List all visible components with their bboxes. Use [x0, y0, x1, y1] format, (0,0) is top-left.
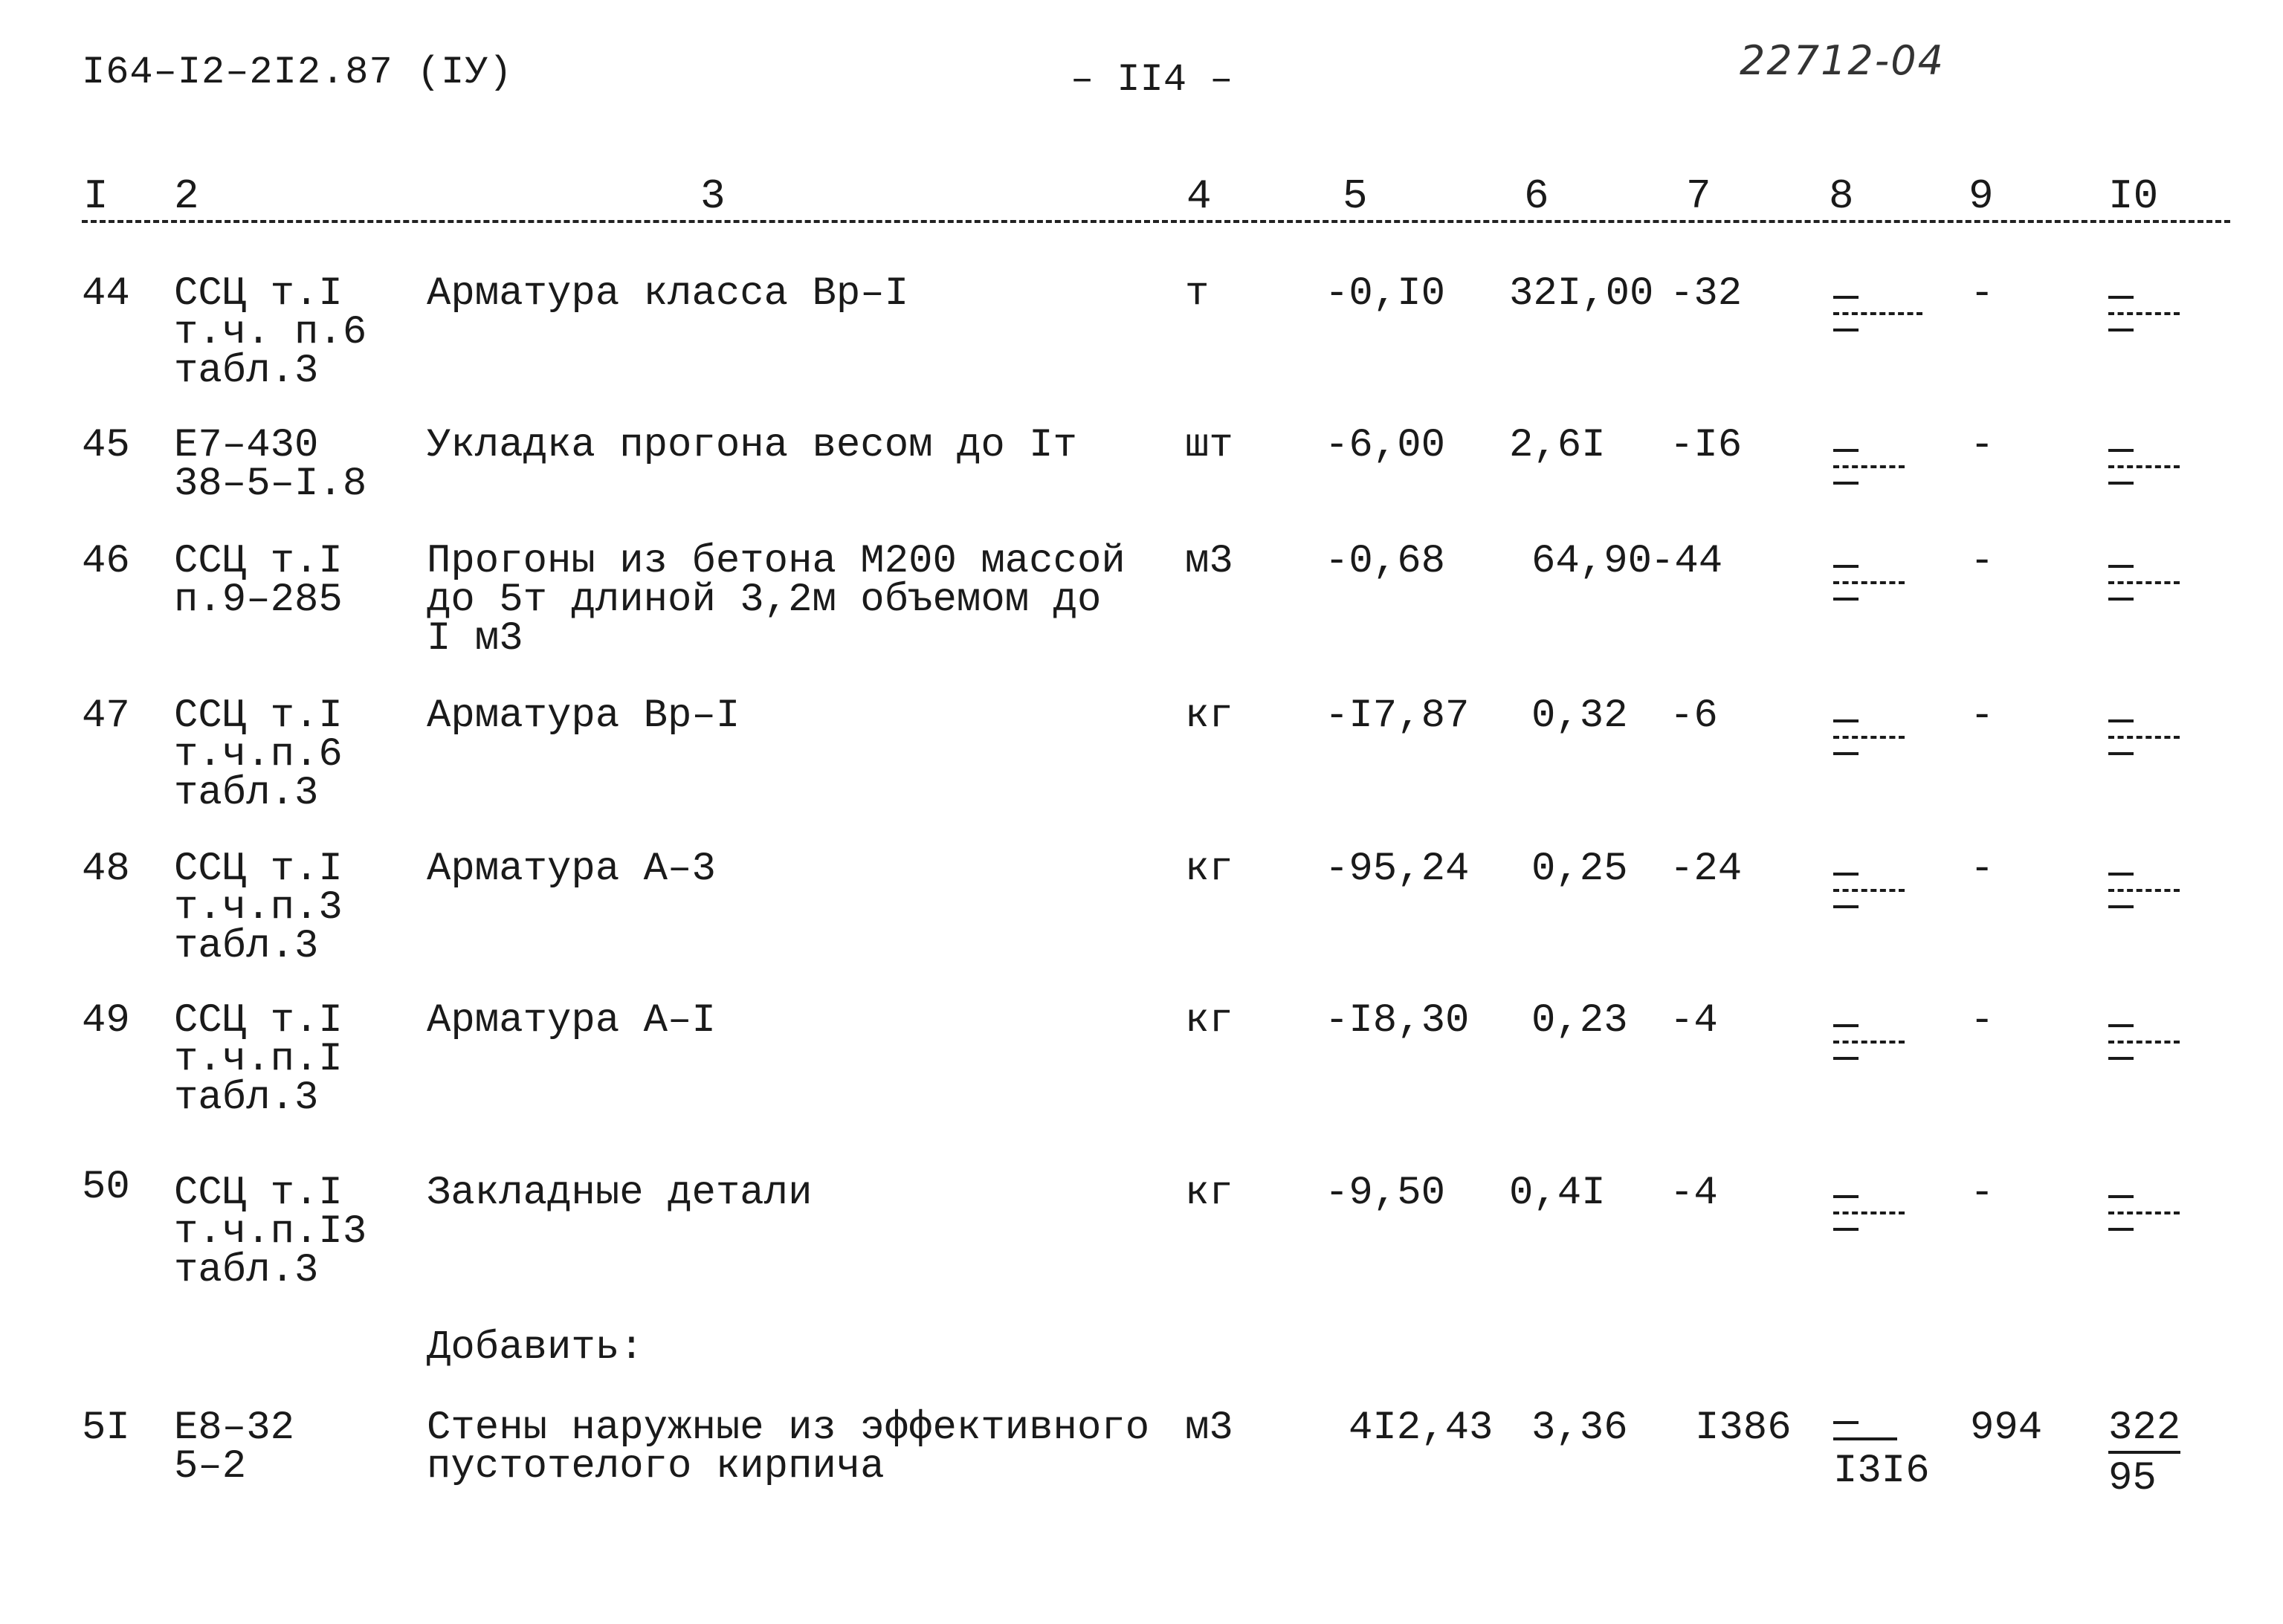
col10-numerator: 322: [2108, 1409, 2180, 1454]
row-price: 0,4I: [1509, 1171, 1606, 1216]
ditto-mark: [2108, 443, 2180, 488]
row-unit: т: [1185, 271, 1210, 317]
row-quantity: -0,I0: [1325, 271, 1446, 317]
ditto-mark: [1833, 559, 1905, 604]
column-header-1: I: [83, 172, 109, 220]
row-quantity: -0,68: [1325, 539, 1446, 584]
row-code: ССЦ т.I т.ч.п.6 табл.3: [174, 693, 343, 816]
ditto-mark: [1833, 1406, 1897, 1442]
row-price: 32I,00: [1509, 271, 1654, 317]
ditto-mark: [2108, 1189, 2180, 1234]
row-quantity: -I8,30: [1325, 998, 1470, 1044]
row-quantity: -95,24: [1325, 847, 1470, 892]
row-price: 3,36: [1531, 1405, 1628, 1451]
row-col9: -: [1970, 539, 1995, 584]
row-total: I386: [1695, 1405, 1792, 1451]
row-col10-fraction: [2108, 1405, 2181, 1501]
row-total: -6: [1670, 693, 1718, 739]
row-price: 2,6I: [1509, 423, 1606, 468]
row-col9: -: [1970, 693, 1995, 739]
row-total: -I6: [1670, 423, 1743, 468]
ditto-mark: [2108, 290, 2180, 334]
row-unit: м3: [1185, 1405, 1233, 1451]
row-number: 48: [82, 847, 130, 892]
col8-denominator: I3I6: [1833, 1449, 1930, 1494]
row-unit: кг: [1185, 847, 1233, 892]
row-unit: м3: [1185, 539, 1233, 584]
row-code: ССЦ т.I т.ч. п.6 табл.3: [174, 271, 367, 394]
row-col9: -: [1970, 998, 1995, 1044]
ditto-mark: [2108, 714, 2180, 758]
row-col9: -: [1970, 423, 1995, 468]
ditto-mark: [1833, 443, 1905, 488]
row-number: 47: [82, 693, 130, 739]
column-header-10: I0: [2108, 172, 2159, 220]
column-header-6: 6: [1524, 172, 1549, 220]
row-name: Арматура А–I: [427, 998, 716, 1044]
row-name: Арматура А–3: [427, 847, 716, 892]
row-code: Е7–430 38–5–I.8: [174, 423, 367, 507]
row-price: 0,32: [1531, 693, 1628, 739]
row-col8-fraction: [1833, 1406, 1930, 1494]
ditto-mark: [1833, 1189, 1905, 1234]
document-code: I64–I2–2I2.87 (IУ): [82, 51, 513, 94]
add-section-label: Добавить:: [427, 1325, 644, 1371]
row-quantity: -6,00: [1325, 423, 1446, 468]
row-name: Закладные детали: [427, 1171, 813, 1216]
row-name: Укладка прогона весом до Iт: [427, 423, 1077, 468]
row-number: 46: [82, 539, 130, 584]
ditto-mark: [2108, 559, 2180, 604]
row-quantity: -9,50: [1325, 1171, 1446, 1216]
row-price: 64,90: [1531, 539, 1653, 584]
row-col9: -: [1970, 847, 1995, 892]
ditto-mark: [1833, 867, 1905, 911]
ditto-mark: [1833, 290, 1922, 334]
header-rule: [82, 220, 2230, 223]
row-code: ССЦ т.I п.9–285: [174, 539, 343, 623]
row-number: 49: [82, 998, 130, 1044]
row-price: 0,25: [1531, 847, 1628, 892]
ditto-mark: [1833, 714, 1905, 758]
row-code: ССЦ т.I т.ч.п.3 табл.3: [174, 847, 343, 969]
ditto-mark: [2108, 867, 2180, 911]
row-name: Арматура класса Вр–I: [427, 271, 909, 317]
column-header-7: 7: [1686, 172, 1711, 220]
column-header-8: 8: [1829, 172, 1854, 220]
row-col9: 994: [1970, 1405, 2043, 1451]
row-number: 45: [82, 423, 130, 468]
row-quantity: -I7,87: [1325, 693, 1470, 739]
column-header-9: 9: [1969, 172, 1994, 220]
row-number: 5I: [82, 1405, 130, 1451]
row-unit: шт: [1185, 423, 1233, 468]
row-name: Арматура Вр–I: [427, 693, 740, 739]
row-unit: кг: [1185, 1171, 1233, 1216]
row-total: -4: [1670, 998, 1718, 1044]
column-header-2: 2: [174, 172, 199, 220]
row-total: -4: [1670, 1171, 1718, 1216]
row-price: 0,23: [1531, 998, 1628, 1044]
row-unit: кг: [1185, 693, 1233, 739]
row-code: Е8–32 5–2: [174, 1405, 295, 1489]
column-header-4: 4: [1186, 172, 1212, 220]
row-number: 44: [82, 271, 130, 317]
page-number: – II4 –: [1071, 58, 1233, 102]
row-col9: -: [1970, 1171, 1995, 1216]
row-total: -44: [1650, 539, 1723, 584]
row-unit: кг: [1185, 998, 1233, 1044]
row-code: ССЦ т.I т.ч.п.I3 табл.3: [174, 1171, 367, 1293]
column-header-3: 3: [700, 172, 726, 220]
row-code: ССЦ т.I т.ч.п.I табл.3: [174, 998, 343, 1121]
row-total: -32: [1670, 271, 1743, 317]
column-header-5: 5: [1343, 172, 1368, 220]
handwritten-code: 22712-04: [1740, 37, 1945, 84]
row-name: Стены наружные из эффективного пустотелого кирпича: [427, 1405, 1150, 1489]
row-name: Прогоны из бетона М200 массой до 5т длиной 3,2м объемом до I м3: [427, 539, 1126, 661]
row-col9: -: [1970, 271, 1995, 317]
ditto-mark: [1833, 1018, 1905, 1063]
row-total: -24: [1670, 847, 1743, 892]
ditto-mark: [2108, 1018, 2180, 1063]
col10-denominator: 95: [2108, 1456, 2157, 1501]
row-quantity: 4I2,43: [1349, 1405, 1494, 1451]
row-number: 50: [82, 1165, 130, 1210]
